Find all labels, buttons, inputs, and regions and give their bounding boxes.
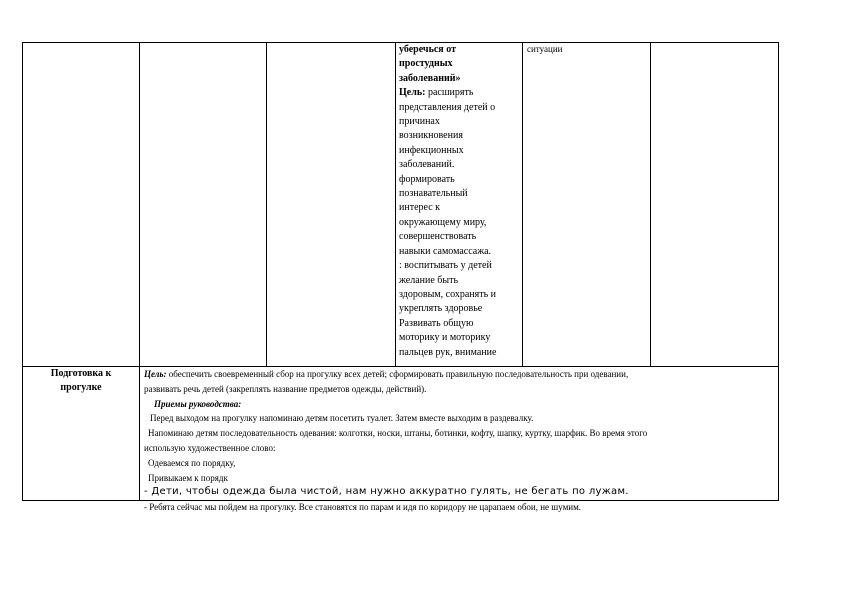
column-divider-3 (395, 42, 396, 367)
activity-text-line: здоровым, сохранять и (399, 288, 496, 300)
speech-line-2: - Ребята сейчас мы пойдем на прогулку. Все становятся по парам и идя по коридору не царапаем обои, не шумим. (144, 502, 582, 513)
verse-line-1: Одеваемся по порядку, (148, 457, 236, 468)
goal-line-2: развивать речь детей (закреплять название предметов одежды, действий). (144, 383, 427, 394)
activity-text-line: инфекционных (399, 144, 464, 156)
activity-title-line: заболеваний» (399, 72, 461, 84)
column-divider-4 (522, 42, 523, 367)
goal-line: Цель: обеспечить своевременный сбор на прогулку всех детей; сформировать правильную последовательность при одевании, (144, 369, 629, 379)
activity-text-line: формировать (399, 173, 455, 185)
walk-preparation-cell (144, 367, 776, 515)
instruction-paragraph-2-cont: использую художественное слово: (144, 442, 276, 453)
activity-text-line: возникновения (399, 130, 463, 142)
section-heading-cell (23, 367, 139, 394)
section-heading-line-1: Подготовка к (50, 368, 112, 379)
activity-text-line: совершенствовать (399, 231, 477, 243)
activity-text-line: укреплять здоровье (399, 303, 483, 315)
activity-text-line: заболеваний. (399, 159, 455, 171)
activity-text-line: интерес к (399, 202, 440, 214)
speech-line-1: - Дети, чтобы одежда была чистой, нам нужно аккуратно гулять, не бегать по лужам. (144, 486, 629, 498)
activity-text-line: навыки самомассажа. (399, 245, 492, 257)
activity-text-line: причинах (399, 116, 440, 128)
activity-text-line: : воспитывать у детей (399, 260, 492, 272)
activity-text-line: моторику и моторику (399, 332, 491, 344)
activity-text-line: познавательный (399, 188, 468, 200)
column-divider-5 (650, 42, 651, 367)
goal-label: Цель: (144, 369, 167, 379)
situation-text: ситуации (527, 44, 563, 54)
section-heading-line-2: прогулке (60, 381, 102, 393)
activity-description-cell (399, 43, 521, 360)
column-divider-1 (139, 42, 140, 501)
activity-text-line: окружающему миру, (399, 216, 487, 228)
activity-goal-line: Цель: расширять (399, 87, 474, 99)
activity-text-line: пальцев рук, внимание (399, 346, 497, 358)
verse-line-2: Привыкаем к порядк (148, 472, 228, 483)
methods-heading: Приемы руководства: (154, 398, 242, 409)
table-left-border (22, 42, 23, 501)
goal-label: Цель: (399, 87, 426, 99)
column-divider-2 (266, 42, 267, 367)
situation-cell (527, 43, 647, 55)
activity-title-line: простудных (399, 58, 453, 70)
activity-text-line: желание быть (399, 274, 459, 286)
activity-title-line: уберечься от (399, 44, 456, 55)
activity-text-line: Развивать общую (399, 317, 474, 329)
instruction-paragraph-1: Перед выходом на прогулку напоминаю детям посетить туалет. Затем вместе выходим в раздевалку. (150, 413, 534, 424)
instruction-paragraph-2: Напоминаю детям последовательность одевания: колготки, носки, штаны, ботинки, кофту, шапку, куртку, шарфик. Во время этого (148, 428, 648, 439)
activity-text-line: представления детей о (399, 101, 496, 113)
table-right-border (778, 42, 779, 501)
